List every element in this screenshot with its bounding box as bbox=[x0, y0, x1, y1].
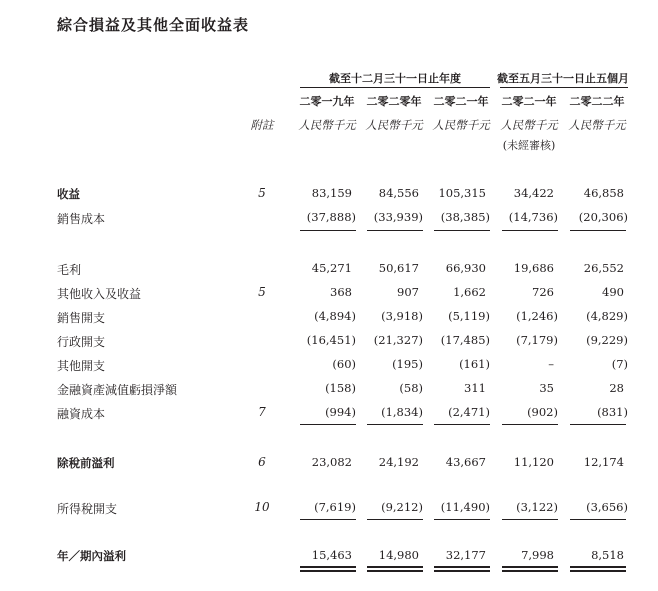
cell-other-expenses-2020: (195) bbox=[392, 357, 423, 371]
row-label-other-expenses: 其他開支 bbox=[57, 359, 106, 373]
subtotal-rule-2019 bbox=[300, 230, 356, 231]
cell-selling-expenses-2020: (3,918) bbox=[381, 309, 423, 323]
cell-profit-before-tax-2022: 12,174 bbox=[583, 455, 624, 469]
profit-rule-2020 bbox=[367, 519, 423, 520]
cell-income-tax-2020: (9,212) bbox=[381, 500, 423, 514]
total-double-rule-top-2021 bbox=[434, 566, 490, 568]
year-header-2021b: 二零二一年 bbox=[501, 95, 557, 108]
cell-impairment-losses-2019: (158) bbox=[325, 381, 356, 395]
cell-other-income-2022: 490 bbox=[602, 285, 624, 299]
row-label-cost-of-sales: 銷售成本 bbox=[57, 212, 106, 226]
cell-admin-expenses-2022: (9,229) bbox=[586, 333, 628, 347]
row-label-other-income: 其他收入及收益 bbox=[57, 287, 142, 301]
subtotal-rule-2021b bbox=[502, 230, 558, 231]
cell-income-tax-2021: (11,490) bbox=[440, 500, 490, 514]
cell-finance-costs-2021: (2,471) bbox=[448, 405, 490, 419]
row-label-profit-before-tax: 除稅前溢利 bbox=[57, 456, 115, 470]
cell-selling-expenses-2022: (4,829) bbox=[586, 309, 628, 323]
period-year-rule bbox=[300, 87, 490, 88]
cell-income-tax-2021b: (3,122) bbox=[516, 500, 558, 514]
total-double-rule-top-2020 bbox=[367, 566, 423, 568]
cell-other-income-2020: 907 bbox=[397, 285, 419, 299]
total-double-rule-top-2021b bbox=[502, 566, 558, 568]
cell-impairment-losses-2021: 311 bbox=[464, 381, 486, 395]
unaudited-label: (未經審核) bbox=[502, 139, 556, 152]
total-double-rule-bottom-2019 bbox=[300, 570, 356, 572]
cell-revenue-2022: 46,858 bbox=[583, 186, 624, 200]
cell-admin-expenses-2021: (17,485) bbox=[440, 333, 490, 347]
pbt-rule-2021 bbox=[434, 424, 490, 425]
cell-gross-profit-2021b: 19,686 bbox=[513, 261, 554, 275]
cell-admin-expenses-2021b: (7,179) bbox=[516, 333, 558, 347]
period-year-header: 截至十二月三十一日止年度 bbox=[329, 72, 461, 85]
profit-rule-2021b bbox=[502, 519, 558, 520]
cell-other-expenses-2021b: – bbox=[548, 357, 554, 371]
cell-profit-for-period-2021: 32,177 bbox=[445, 548, 486, 562]
total-double-rule-bottom-2022 bbox=[570, 570, 626, 572]
cell-profit-for-period-2021b: 7,998 bbox=[521, 548, 554, 562]
cell-other-income-2021b: 726 bbox=[532, 285, 554, 299]
cell-revenue-2019: 83,159 bbox=[311, 186, 352, 200]
row-note-other-income: 5 bbox=[258, 285, 266, 299]
pbt-rule-2021b bbox=[502, 424, 558, 425]
cell-cost-of-sales-2020: (33,939) bbox=[373, 210, 423, 224]
cell-finance-costs-2020: (1,834) bbox=[381, 405, 423, 419]
cell-profit-before-tax-2021: 43,667 bbox=[445, 455, 486, 469]
year-header-2019: 二零一九年 bbox=[299, 95, 355, 108]
cell-cost-of-sales-2021b: (14,736) bbox=[508, 210, 558, 224]
row-label-finance-costs: 融資成本 bbox=[57, 407, 106, 421]
unit-label-2021: 人民幣千元 bbox=[432, 118, 490, 132]
cell-other-expenses-2022: (7) bbox=[611, 357, 628, 371]
cell-profit-for-period-2020: 14,980 bbox=[378, 548, 419, 562]
cell-admin-expenses-2020: (21,327) bbox=[373, 333, 423, 347]
cell-other-income-2019: 368 bbox=[330, 285, 352, 299]
row-label-profit-for-period: 年／期內溢利 bbox=[57, 549, 126, 563]
cell-cost-of-sales-2019: (37,888) bbox=[306, 210, 356, 224]
note-header: 附註 bbox=[250, 118, 274, 132]
period-five-header: 截至五月三十一日止五個月 bbox=[497, 72, 629, 85]
cell-cost-of-sales-2022: (20,306) bbox=[578, 210, 628, 224]
cell-finance-costs-2019: (994) bbox=[325, 405, 356, 419]
cell-gross-profit-2019: 45,271 bbox=[311, 261, 352, 275]
profit-rule-2019 bbox=[300, 519, 356, 520]
cell-impairment-losses-2020: (58) bbox=[399, 381, 423, 395]
cell-other-expenses-2021: (161) bbox=[459, 357, 490, 371]
row-label-admin-expenses: 行政開支 bbox=[57, 335, 106, 349]
year-header-2022: 二零二二年 bbox=[569, 95, 625, 108]
row-note-revenue: 5 bbox=[258, 186, 266, 200]
cell-cost-of-sales-2021: (38,385) bbox=[440, 210, 490, 224]
cell-selling-expenses-2019: (4,894) bbox=[314, 309, 356, 323]
cell-gross-profit-2022: 26,552 bbox=[583, 261, 624, 275]
total-double-rule-bottom-2021b bbox=[502, 570, 558, 572]
pbt-rule-2022 bbox=[570, 424, 626, 425]
unit-label-2019: 人民幣千元 bbox=[298, 118, 356, 132]
profit-rule-2021 bbox=[434, 519, 490, 520]
total-double-rule-top-2019 bbox=[300, 566, 356, 568]
statement-title: 綜合損益及其他全面收益表 bbox=[57, 16, 250, 34]
cell-revenue-2021: 105,315 bbox=[438, 186, 486, 200]
pbt-rule-2020 bbox=[367, 424, 423, 425]
cell-income-tax-2022: (3,656) bbox=[586, 500, 628, 514]
cell-selling-expenses-2021: (5,119) bbox=[448, 309, 490, 323]
row-label-gross-profit: 毛利 bbox=[57, 263, 82, 277]
cell-profit-for-period-2022: 8,518 bbox=[591, 548, 624, 562]
period-five-rule bbox=[500, 87, 628, 88]
cell-revenue-2021b: 34,422 bbox=[513, 186, 554, 200]
cell-other-income-2021: 1,662 bbox=[453, 285, 486, 299]
unit-label-2020: 人民幣千元 bbox=[365, 118, 423, 132]
pbt-rule-2019 bbox=[300, 424, 356, 425]
total-double-rule-bottom-2020 bbox=[367, 570, 423, 572]
cell-admin-expenses-2019: (16,451) bbox=[306, 333, 356, 347]
cell-other-expenses-2019: (60) bbox=[332, 357, 356, 371]
subtotal-rule-2021 bbox=[434, 230, 490, 231]
row-label-revenue: 收益 bbox=[57, 187, 80, 201]
total-double-rule-bottom-2021 bbox=[434, 570, 490, 572]
unit-label-2022: 人民幣千元 bbox=[568, 118, 626, 132]
cell-income-tax-2019: (7,619) bbox=[314, 500, 356, 514]
cell-finance-costs-2022: (831) bbox=[597, 405, 628, 419]
cell-profit-before-tax-2020: 24,192 bbox=[378, 455, 419, 469]
row-label-income-tax: 所得稅開支 bbox=[57, 502, 118, 516]
total-double-rule-top-2022 bbox=[570, 566, 626, 568]
row-note-income-tax: 10 bbox=[254, 500, 270, 514]
cell-profit-for-period-2019: 15,463 bbox=[311, 548, 352, 562]
row-note-finance-costs: 7 bbox=[258, 405, 266, 419]
cell-impairment-losses-2022: 28 bbox=[609, 381, 624, 395]
year-header-2020: 二零二零年 bbox=[366, 95, 422, 108]
profit-rule-2022 bbox=[570, 519, 626, 520]
unit-label-2021b: 人民幣千元 bbox=[500, 118, 558, 132]
subtotal-rule-2022 bbox=[570, 230, 626, 231]
cell-gross-profit-2020: 50,617 bbox=[378, 261, 419, 275]
row-label-selling-expenses: 銷售開支 bbox=[57, 311, 106, 325]
year-header-2021: 二零二一年 bbox=[433, 95, 489, 108]
row-note-profit-before-tax: 6 bbox=[258, 455, 266, 469]
cell-revenue-2020: 84,556 bbox=[378, 186, 419, 200]
cell-gross-profit-2021: 66,930 bbox=[445, 261, 486, 275]
cell-selling-expenses-2021b: (1,246) bbox=[516, 309, 558, 323]
cell-finance-costs-2021b: (902) bbox=[527, 405, 558, 419]
cell-impairment-losses-2021b: 35 bbox=[539, 381, 554, 395]
cell-profit-before-tax-2021b: 11,120 bbox=[513, 455, 554, 469]
cell-profit-before-tax-2019: 23,082 bbox=[311, 455, 352, 469]
row-label-impairment-losses: 金融資產減值虧損淨額 bbox=[57, 383, 178, 397]
subtotal-rule-2020 bbox=[367, 230, 423, 231]
